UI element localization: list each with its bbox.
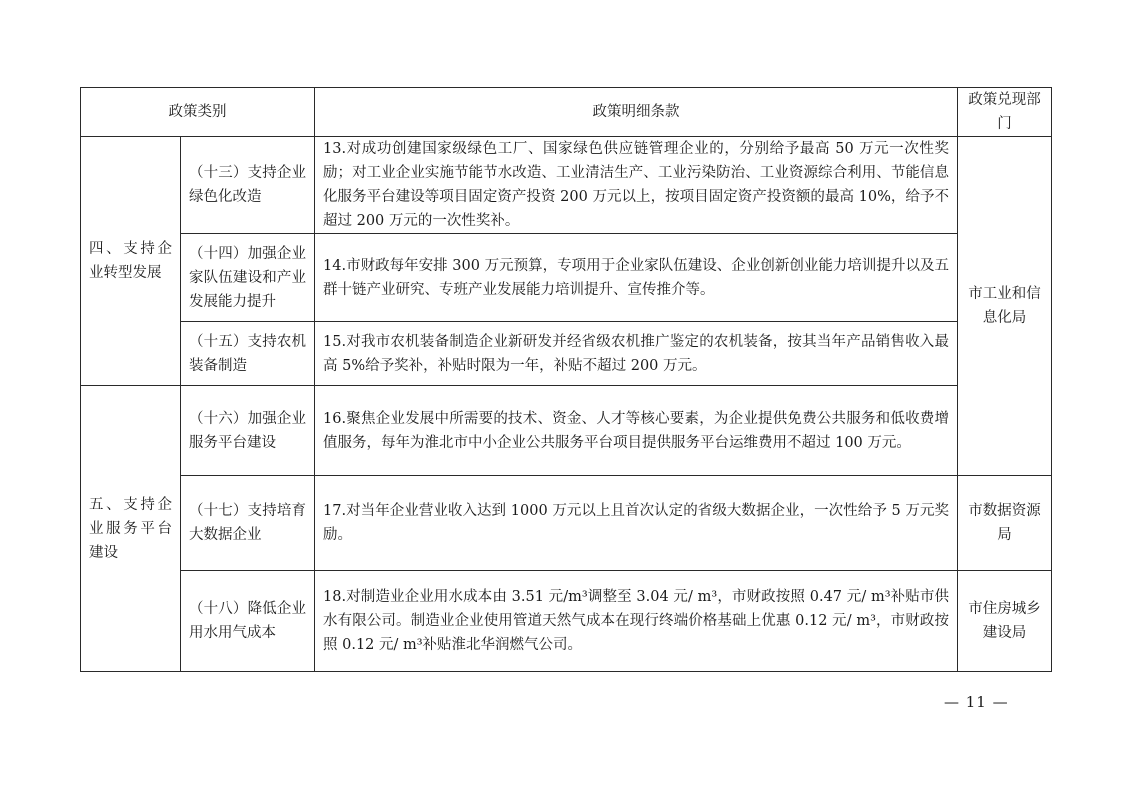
subcategory-cell: （十八）降低企业用水用气成本: [181, 571, 315, 672]
subcategory-cell: （十三）支持企业绿色化改造: [181, 137, 315, 234]
table-header-row: [81, 88, 1052, 137]
subcategory-cell: （十七）支持培育大数据企业: [181, 476, 315, 571]
table-row: [81, 386, 1052, 476]
clause-cell: 15.对我市农机装备制造企业新研发并经省级农机推广鉴定的农机装备，按其当年产品销售收入最高 5%给予奖补，补贴时限为一年，补贴不超过 200 万元。: [315, 322, 958, 386]
department-cell: 市住房城乡建设局: [958, 571, 1052, 672]
table-row: [81, 234, 1052, 322]
clause-cell: 17.对当年企业营业收入达到 1000 万元以上且首次认定的省级大数据企业，一次性给予 5 万元奖励。: [315, 476, 958, 571]
subcategory-cell: （十六）加强企业服务平台建设: [181, 386, 315, 476]
clause-cell: 16.聚焦企业发展中所需要的技术、资金、人才等核心要素，为企业提供免费公共服务和低收费增值服务，每年为淮北市中小企业公共服务平台项目提供服务平台运维费用不超过 100 万元。: [315, 386, 958, 476]
table-row: [81, 476, 1052, 571]
table-row: [81, 137, 1052, 234]
department-cell: 市数据资源局: [958, 476, 1052, 571]
department-cell: 市工业和信息化局: [958, 137, 1052, 476]
page-number: — 11 —: [944, 693, 1009, 711]
table-row: [81, 571, 1052, 672]
header-department: 政策兑现部门: [958, 88, 1052, 137]
table-row: [81, 322, 1052, 386]
header-policy-category: 政策类别: [81, 88, 315, 137]
clause-cell: 13.对成功创建国家级绿色工厂、国家绿色供应链管理企业的，分别给予最高 50 万元一次性奖励；对工业企业实施节能节水改造、工业清洁生产、工业污染防治、工业资源综合利用、节能信息化服务平台建设等项目固定资产投资 200 万元以上，按项目固定资产投资额的最高 10%，给予不超过 200 万元的一次性奖补。: [315, 137, 958, 234]
policy-table: [80, 87, 1052, 672]
clause-cell: 18.对制造业企业用水成本由 3.51 元/m³调整至 3.04 元/ m³，市财政按照 0.47 元/ m³补贴市供水有限公司。制造业企业使用管道天然气成本在现行终端价格基础上优惠 0.12 元/ m³，市财政按照 0.12 元/ m³补贴淮北华润燃气公司。: [315, 571, 958, 672]
subcategory-cell: （十四）加强企业家队伍建设和产业发展能力提升: [181, 234, 315, 322]
clause-cell: 14.市财政每年安排 300 万元预算，专项用于企业家队伍建设、企业创新创业能力培训提升以及五群十链产业研究、专班产业发展能力培训提升、宣传推介等。: [315, 234, 958, 322]
subcategory-cell: （十五）支持农机装备制造: [181, 322, 315, 386]
category-support-transformation: 四、支持企业转型发展: [81, 137, 181, 386]
category-support-service-platform: 五、支持企业服务平台建设: [81, 386, 181, 672]
header-policy-clauses: 政策明细条款: [315, 88, 958, 137]
